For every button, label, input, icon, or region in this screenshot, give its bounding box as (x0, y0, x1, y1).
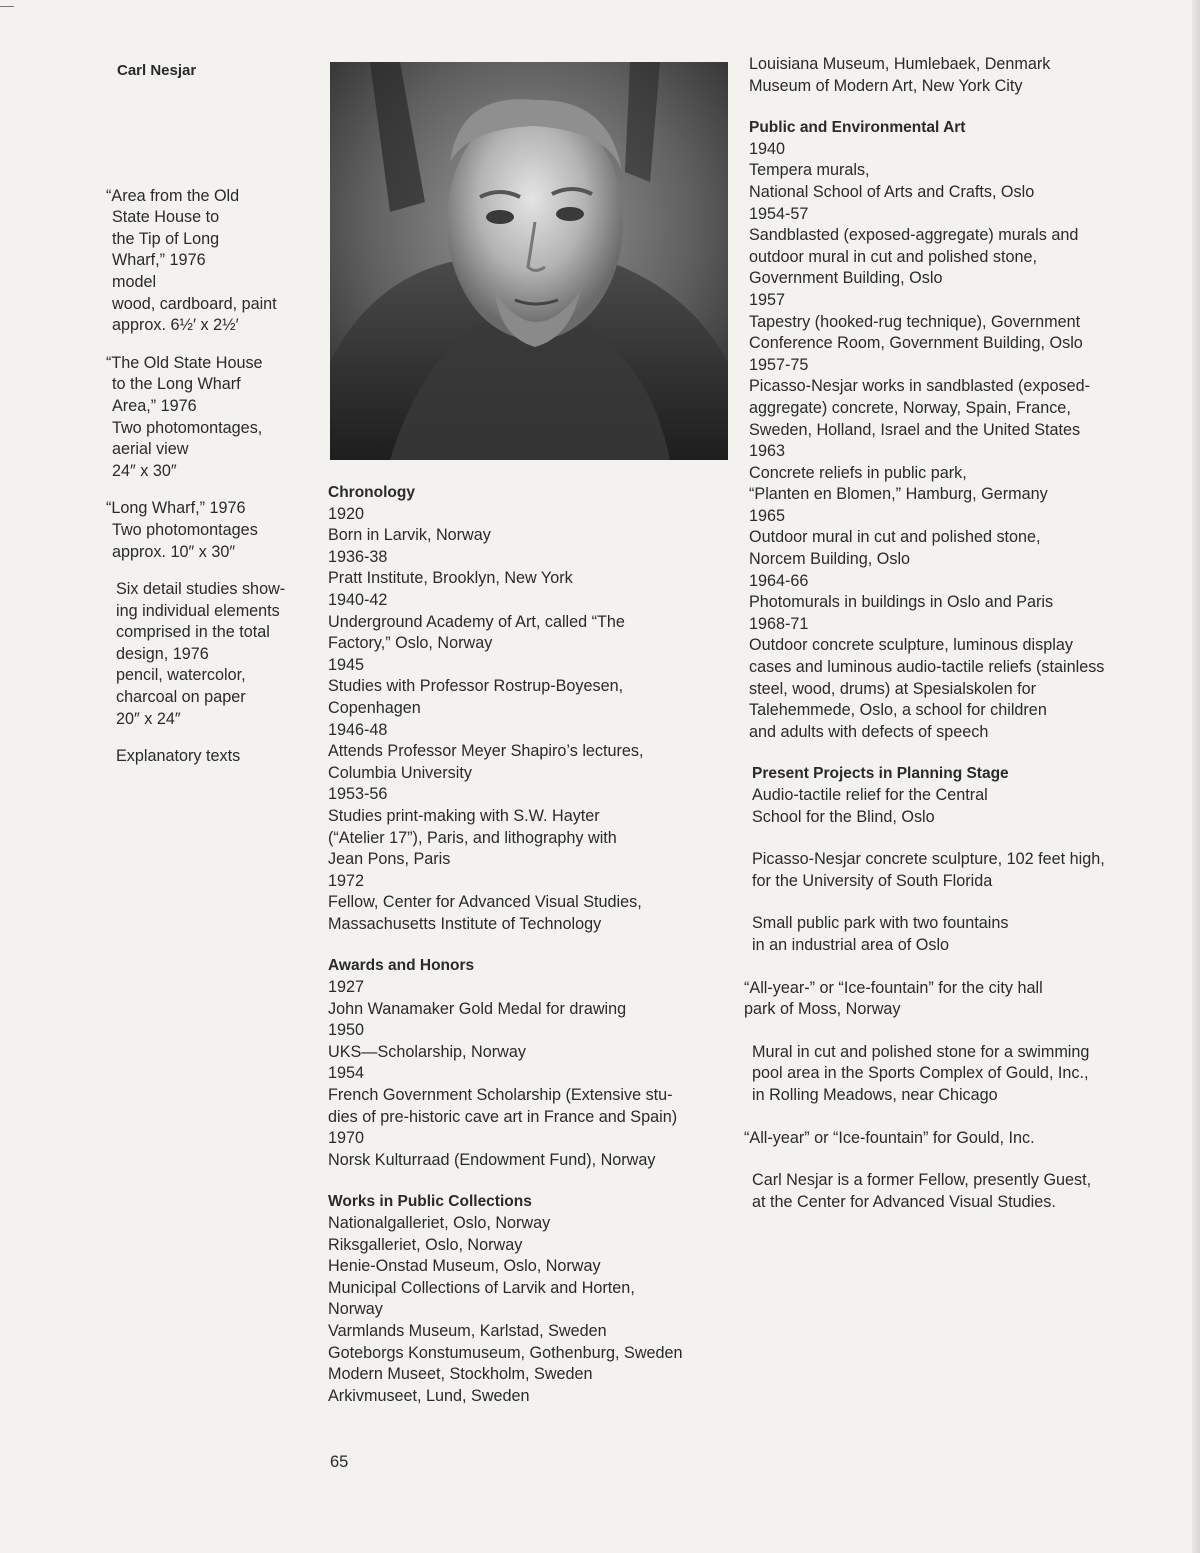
project-line: Mural in cut and polished stone for a swimming (752, 1042, 1090, 1061)
work-line: Wharf,” 1976 (112, 251, 206, 270)
work-line: State House to (112, 208, 220, 227)
public-art-line: Picasso-Nesjar works in sandblasted (exposed- (749, 377, 1090, 396)
project-item (752, 785, 1149, 828)
chronology-line: Jean Pons, Paris (328, 850, 451, 869)
work-line: Area,” 1976 (112, 396, 197, 415)
collections-line: Museum of Modern Art, New York City (749, 76, 1023, 95)
awards-section (328, 955, 728, 1171)
work-line: “The Old State House (106, 353, 263, 372)
public-art-line: aggregate) concrete, Norway, Spain, France, (749, 398, 1071, 417)
public-art-line: 1957 (749, 290, 786, 309)
awards-heading: Awards and Honors (328, 957, 475, 975)
works-column (106, 60, 312, 768)
chronology-line: 1940-42 (328, 590, 388, 609)
public-art-line: National School of Arts and Crafts, Oslo (749, 182, 1035, 201)
project-item (752, 849, 1149, 892)
collections-line: Riksgalleriet, Oslo, Norway (328, 1235, 523, 1254)
bio-column (328, 482, 728, 1427)
project-line: Carl Nesjar is a former Fellow, presently Guest, (752, 1171, 1092, 1190)
project-line: Audio-tactile relief for the Central (752, 786, 988, 804)
project-item (752, 1170, 1149, 1213)
public-art-line: Tempera murals, (749, 161, 870, 180)
public-art-line: 1940 (749, 139, 786, 158)
work-line: approx. 10″ x 30″ (112, 542, 236, 561)
chronology-line: Pratt Institute, Brooklyn, New York (328, 569, 573, 588)
work-line: 24″ x 30″ (112, 461, 177, 480)
awards-line: Norsk Kulturraad (Endowment Fund), Norway (328, 1150, 656, 1169)
public-art-line: Norcem Building, Oslo (749, 550, 911, 569)
chronology-line: (“Atelier 17”), Paris, and lithography with (328, 828, 617, 847)
project-line: at the Center for Advanced Visual Studies. (752, 1192, 1056, 1211)
public-art-heading: Public and Environmental Art (749, 119, 966, 137)
work-line: aerial view (112, 440, 189, 459)
chronology-line: Attends Professor Meyer Shapiro’s lectures, (328, 742, 644, 761)
public-art-line: Conference Room, Government Building, Oslo (749, 334, 1083, 353)
work-line: the Tip of Long (112, 229, 220, 248)
chronology-line: 1945 (328, 655, 365, 674)
collections-line: Goteborgs Konstumuseum, Gothenburg, Sweden (328, 1343, 683, 1362)
collections-line: Louisiana Museum, Humlebaek, Denmark (749, 55, 1051, 73)
work-line: ing individual elements (116, 601, 280, 620)
awards-line: John Wanamaker Gold Medal for drawing (328, 999, 627, 1018)
public-art-line: Outdoor concrete sculpture, luminous display (749, 636, 1073, 655)
work-line: Explanatory texts (116, 747, 241, 766)
awards-line: 1970 (328, 1129, 365, 1148)
project-line: “All-year” or “Ice-fountain” for Gould, Inc. (744, 1128, 1035, 1147)
collections-line: Henie-Onstad Museum, Oslo, Norway (328, 1257, 601, 1276)
public-art-line: 1965 (749, 506, 786, 525)
author-name: Carl Nesjar (117, 62, 197, 79)
public-art-line: Government Building, Oslo (749, 269, 943, 288)
chronology-line: 1972 (328, 871, 365, 890)
chronology-line: 1920 (328, 504, 365, 523)
page-edge (1192, 0, 1200, 1553)
collections-heading: Works in Public Collections (328, 1193, 532, 1211)
collections-line: Modern Museet, Stockholm, Sweden (328, 1365, 593, 1384)
chronology-line: 1936-38 (328, 547, 388, 566)
collections-continued (749, 54, 1149, 97)
awards-line: 1927 (328, 978, 365, 997)
public-art-line: outdoor mural in cut and polished stone, (749, 247, 1037, 266)
project-line: “All-year-” or “Ice-fountain” for the city hall (744, 978, 1043, 997)
awards-line: UKS—Scholarship, Norway (328, 1042, 526, 1061)
work-line: comprised in the total (116, 623, 270, 642)
public-art-line: Talehemmede, Oslo, a school for children (749, 701, 1047, 720)
collections-line: Arkivmuseet, Lund, Sweden (328, 1386, 530, 1405)
work-line: approx. 6½′ x 2½′ (112, 316, 239, 335)
public-art-line: Concrete reliefs in public park, (749, 463, 967, 482)
chronology-line: Fellow, Center for Advanced Visual Studies, (328, 893, 642, 912)
work-line: to the Long Wharf (112, 375, 241, 394)
work-line: “Area from the Old (106, 186, 240, 205)
page-number: 65 (330, 1453, 349, 1471)
public-art-line: Sweden, Holland, Israel and the United States (749, 420, 1081, 439)
collections-line: Varmlands Museum, Karlstad, Sweden (328, 1321, 607, 1340)
chronology-line: Born in Larvik, Norway (328, 526, 491, 545)
awards-line: 1954 (328, 1064, 365, 1083)
awards-line: French Government Scholarship (Extensive stu- (328, 1086, 673, 1105)
work-line: “Long Wharf,” 1976 (106, 499, 246, 518)
project-line: Picasso-Nesjar concrete sculpture, 102 feet high, (752, 850, 1105, 869)
collections-section (328, 1191, 728, 1407)
public-art-line: Photomurals in buildings in Oslo and Paris (749, 593, 1054, 612)
project-line: for the University of South Florida (752, 871, 993, 890)
project-line: in Rolling Meadows, near Chicago (752, 1085, 998, 1104)
public-art-line: “Planten en Blomen,” Hamburg, Germany (749, 485, 1048, 504)
work-line: model (112, 272, 157, 291)
work-entry-2 (106, 353, 312, 375)
project-item (752, 913, 1149, 956)
public-art-line: 1964-66 (749, 571, 809, 590)
work-entry-3 (106, 498, 312, 520)
public-art-line: and adults with defects of speech (749, 722, 989, 741)
public-art-line: 1957-75 (749, 355, 809, 374)
public-art-line: steel, wood, drums) at Spesialskolen for (749, 679, 1037, 698)
projects-column (744, 54, 1149, 1234)
chronology-line: 1946-48 (328, 720, 388, 739)
public-art-line: Outdoor mural in cut and polished stone, (749, 528, 1041, 547)
project-line: park of Moss, Norway (744, 1000, 901, 1019)
public-art-line: 1963 (749, 442, 786, 461)
work-entry-3-body (112, 520, 312, 563)
project-item (744, 978, 1149, 1021)
project-item (752, 1042, 1149, 1107)
projects-section (744, 763, 1149, 1213)
chronology-section (328, 482, 728, 935)
work-line: Two photomontages, (112, 418, 263, 437)
portrait-photo (330, 62, 728, 460)
work-line: design, 1976 (116, 644, 209, 663)
public-art-line: 1968-71 (749, 614, 809, 633)
project-line: School for the Blind, Oslo (752, 807, 935, 826)
work-line: Two photomontages (112, 520, 258, 539)
work-line: wood, cardboard, paint (112, 294, 277, 313)
collections-line: Norway (328, 1300, 383, 1319)
public-art-line: 1954-57 (749, 204, 809, 223)
public-art-section (749, 117, 1149, 743)
chronology-heading: Chronology (328, 484, 415, 501)
chronology-line: Copenhagen (328, 698, 421, 717)
projects-heading: Present Projects in Planning Stage (752, 765, 1009, 783)
project-line: Small public park with two fountains (752, 914, 1009, 933)
work-line: charcoal on paper (116, 688, 246, 707)
work-entry-1 (106, 186, 312, 208)
chronology-line: 1953-56 (328, 785, 388, 804)
collections-line: Municipal Collections of Larvik and Horten, (328, 1278, 635, 1297)
public-art-line: cases and luminous audio-tactile reliefs (stainless (749, 658, 1105, 677)
project-line: in an industrial area of Oslo (752, 935, 950, 954)
work-line: pencil, watercolor, (116, 666, 246, 685)
chronology-line: Studies print-making with S.W. Hayter (328, 806, 600, 825)
project-item (744, 1128, 1149, 1150)
awards-line: 1950 (328, 1021, 365, 1040)
work-line: Six detail studies show- (116, 580, 286, 599)
awards-line: dies of pre-historic cave art in France and Spain) (328, 1107, 678, 1126)
work-entry-2-body (112, 374, 312, 482)
project-line: pool area in the Sports Complex of Gould, Inc., (752, 1064, 1089, 1083)
chronology-line: Factory,” Oslo, Norway (328, 634, 493, 653)
work-entry-4 (116, 579, 312, 730)
collections-line: Nationalgalleriet, Oslo, Norway (328, 1214, 551, 1232)
chronology-line: Massachusetts Institute of Technology (328, 914, 602, 933)
chronology-line: Studies with Professor Rostrup-Boyesen, (328, 677, 624, 696)
work-entry-1-body (112, 207, 312, 337)
public-art-line: Tapestry (hooked-rug technique), Government (749, 312, 1081, 331)
chronology-line: Underground Academy of Art, called “The (328, 612, 625, 631)
chronology-line: Columbia University (328, 763, 472, 782)
work-line: 20″ x 24″ (116, 709, 181, 728)
work-entry-5 (116, 746, 312, 768)
public-art-line: Sandblasted (exposed-aggregate) murals and (749, 226, 1079, 245)
corner-mark (0, 6, 14, 7)
